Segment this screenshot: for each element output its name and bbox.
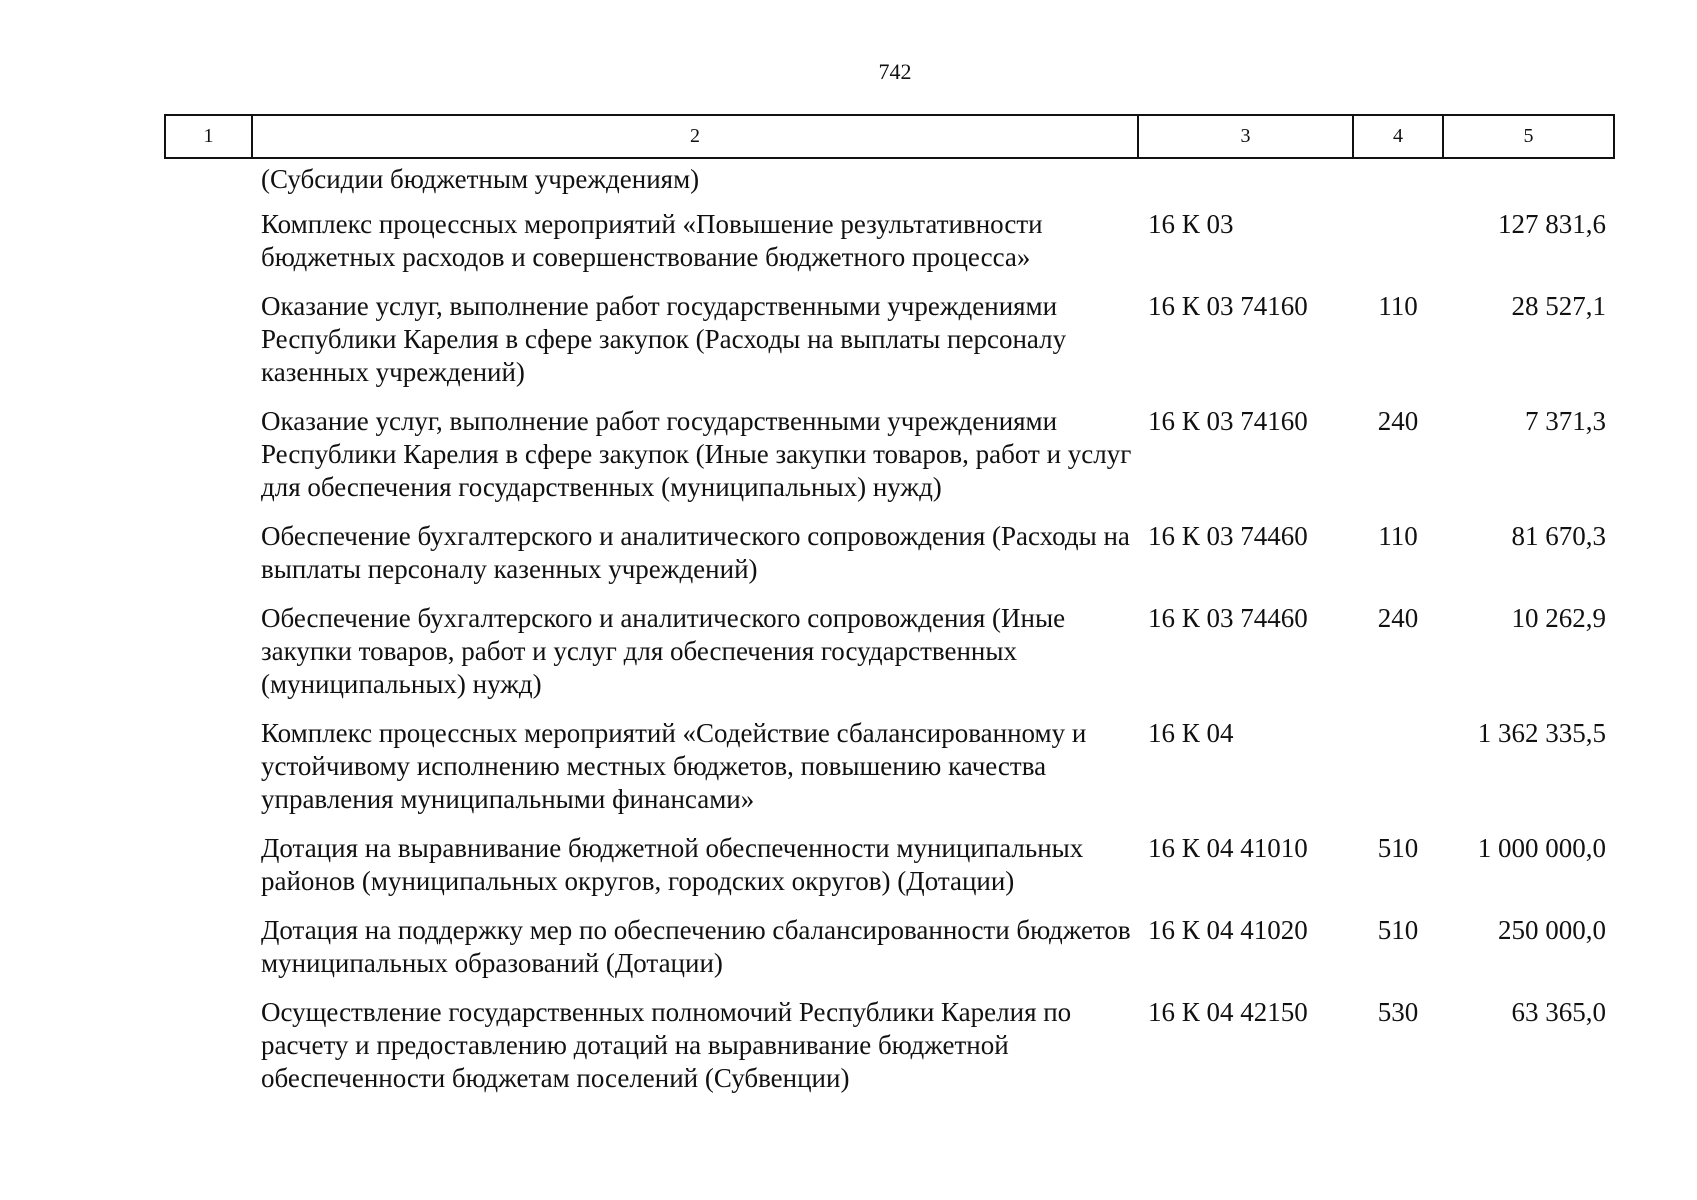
row-index-cell xyxy=(165,832,252,914)
row-amount: 1 000 000,0 xyxy=(1477,833,1606,863)
row-index-cell xyxy=(165,208,252,290)
table-row xyxy=(165,405,1614,520)
row-index-cell xyxy=(165,405,252,520)
row-code: 16 К 03 74160 xyxy=(1148,291,1308,321)
row-type: 110 xyxy=(1378,521,1418,551)
row-index-cell xyxy=(165,158,252,208)
row-description: Осуществление государственных полномочий Республики Карелия по расчету и предоставлению дотаций на выравнивание бюджетной обеспеченности бюджетам поселений (Субвенции) xyxy=(261,997,1072,1093)
row-code: 16 К 04 41020 xyxy=(1148,915,1308,945)
row-description: Обеспечение бухгалтерского и аналитического сопровождения (Иные закупки товаров, работ и услуг для обеспечения государственных (муниципальных) нужд) xyxy=(261,603,1066,699)
row-amount xyxy=(1443,158,1614,208)
row-type: 530 xyxy=(1377,997,1419,1027)
row-index-cell xyxy=(165,914,252,996)
row-description: Обеспечение бухгалтерского и аналитического сопровождения (Расходы на выплаты персоналу казенных учреждений) xyxy=(261,521,1130,584)
row-code: 16 К 03 74460 xyxy=(1148,521,1308,551)
row-index-cell xyxy=(165,717,252,832)
page-number: 742 xyxy=(878,59,912,84)
row-type: 510 xyxy=(1377,833,1419,863)
header-col-2: 2 xyxy=(252,115,1138,158)
row-type: 510 xyxy=(1377,915,1419,945)
row-index-cell xyxy=(165,290,252,405)
table-row xyxy=(165,832,1614,914)
table-row xyxy=(165,290,1614,405)
row-amount: 28 527,1 xyxy=(1511,291,1606,321)
budget-table xyxy=(164,114,1615,1111)
table-row xyxy=(165,602,1614,717)
row-description: (Субсидии бюджетным учреждениям) xyxy=(261,164,700,194)
header-col-3: 3 xyxy=(1138,115,1353,158)
header-col-1: 1 xyxy=(165,115,252,158)
row-index-cell xyxy=(165,996,252,1111)
row-amount: 250 000,0 xyxy=(1498,915,1606,945)
row-description: Комплекс процессных мероприятий «Содействие сбалансированному и устойчивому исполнению местных бюджетов, повышению качества управления муниципальными финансами» xyxy=(261,718,1087,814)
row-code: 16 К 03 74460 xyxy=(1148,603,1308,633)
row-type: 240 xyxy=(1377,406,1419,436)
row-description: Дотация на поддержку мер по обеспечению сбалансированности бюджетов муниципальных образований (Дотации) xyxy=(261,915,1131,978)
row-code: 16 К 04 42150 xyxy=(1148,997,1308,1027)
table-row xyxy=(165,520,1614,602)
table-header xyxy=(165,115,1614,158)
row-code: 16 К 04 xyxy=(1148,718,1234,748)
header-col-5: 5 xyxy=(1443,115,1614,158)
header-row xyxy=(165,115,1614,158)
row-type: 240 xyxy=(1377,603,1419,633)
header-col-4: 4 xyxy=(1353,115,1443,158)
row-index-cell xyxy=(165,602,252,717)
row-type: 110 xyxy=(1378,291,1418,321)
row-type xyxy=(1353,717,1443,832)
row-code: 16 К 04 41010 xyxy=(1148,833,1308,863)
table-row xyxy=(165,996,1614,1111)
row-description: Оказание услуг, выполнение работ государственными учреждениями Республики Карелия в сфере закупок (Расходы на выплаты персоналу казенных учреждений) xyxy=(261,291,1067,387)
row-type xyxy=(1353,158,1443,208)
table-row xyxy=(165,158,1614,208)
row-code xyxy=(1138,158,1353,208)
row-amount: 7 371,3 xyxy=(1525,406,1606,436)
table-row xyxy=(165,208,1614,290)
row-description: Комплекс процессных мероприятий «Повышение результативности бюджетных расходов и совершенствование бюджетного процесса» xyxy=(261,209,1043,272)
row-amount: 81 670,3 xyxy=(1511,521,1606,551)
row-code: 16 К 03 xyxy=(1148,209,1234,239)
row-index-cell xyxy=(165,520,252,602)
table-row xyxy=(165,717,1614,832)
table-row xyxy=(165,914,1614,996)
table-body xyxy=(165,158,1614,1111)
row-amount: 63 365,0 xyxy=(1511,997,1606,1027)
row-amount: 127 831,6 xyxy=(1498,209,1606,239)
row-description: Дотация на выравнивание бюджетной обеспеченности муниципальных районов (муниципальных округов, городских округов) (Дотации) xyxy=(261,833,1084,896)
row-amount: 10 262,9 xyxy=(1511,603,1606,633)
row-description: Оказание услуг, выполнение работ государственными учреждениями Республики Карелия в сфере закупок (Иные закупки товаров, работ и услуг для обеспечения государственных (муниципальных) нужд) xyxy=(261,406,1132,502)
row-code: 16 К 03 74160 xyxy=(1148,406,1308,436)
row-amount: 1 362 335,5 xyxy=(1477,718,1606,748)
row-type xyxy=(1353,208,1443,290)
